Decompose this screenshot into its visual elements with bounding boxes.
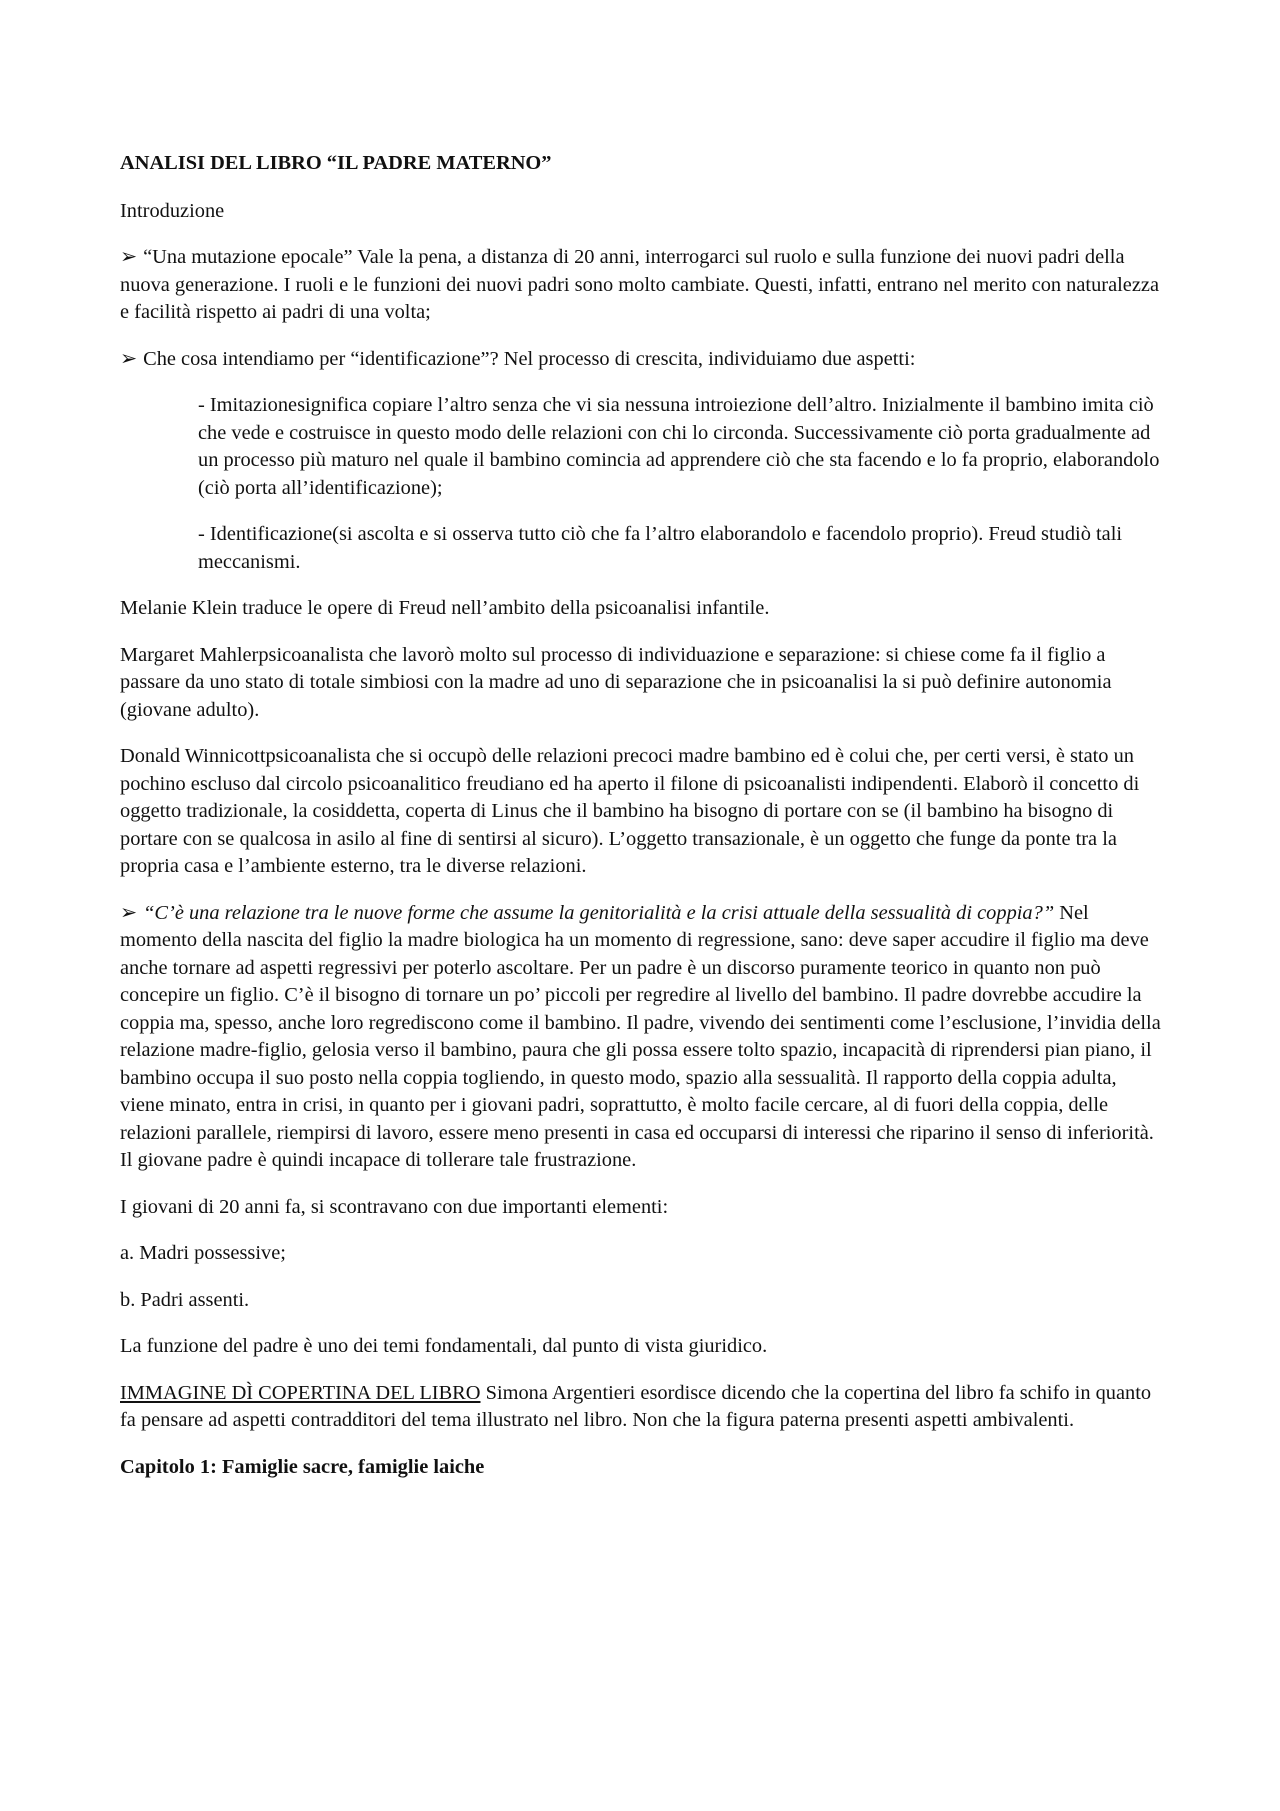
paragraph-relazione — [120, 900, 1165, 1175]
indented-identificazione: - Identificazione(si ascolta e si osserva tutto ciò che fa l’altro elaborandolo e facendolo proprio). Freud studiò tali meccanismi. — [198, 523, 1123, 573]
paragraph-mahler: Margaret Mahlerpsicoanalista che lavorò molto sul processo di individuazione e separazione: si chiese come fa il figlio a passare da uno stato di totale simbiosi con la madre ad uno di separazione che in psicoanalisi la si può definire autonomia (giovane adulto). — [120, 643, 1112, 721]
arrow-bullet-icon: ➢ — [120, 347, 138, 370]
paragraph-giovani: I giovani di 20 anni fa, si scontravano con due importanti elementi: — [120, 1195, 669, 1218]
list-item-b: b. Padri assenti. — [120, 1288, 250, 1311]
paragraph-copertina — [120, 1380, 1165, 1435]
chapter-1-heading: Capitolo 1: Famiglie sacre, famiglie laiche — [120, 1455, 485, 1478]
paragraph-relazione-text: Nel momento della nascita del figlio la madre biologica ha un momento di regressione, sano: deve saper accudire il figlio ma deve anche tornare ad aspetti regressivi per poterlo ascoltare. Per un padre è un discorso puramente teorico in quanto non può concepire un figlio. C’è il bisogno di tornare un po’ piccoli per regredire al livello del bambino. Il padre dovrebbe accudire la coppia ma, spesso, anche loro regrediscono come il bambino. Il padre, vivendo dei sentimenti come l’esclusione, l’invidia della relazione madre-figlio, gelosia verso il bambino, paura che gli possa essere tolto spazio, incapacità di riprendersi pian piano, il bambino occupa il suo posto nella coppia togliendo, in questo modo, spazio alla sessualità. Il rapporto della coppia adulta, viene minato, entra in crisi, in quanto per i giovani padri, soprattutto, è molto facile cercare, al di fuori della coppia, delle relazioni parallele, riempirsi di lavoro, essere meno presenti in casa ed occuparsi di interessi che riparino il senso di inferiorità. Il giovane padre è quindi incapace di tollerare tale frustrazione. — [120, 901, 1161, 1171]
question-italic: “C’è una relazione tra le nuove forme che assume la genitorialità e la crisi attuale della sessualità di coppia?” — [143, 901, 1055, 924]
list-item-a: a. Madri possessive; — [120, 1242, 286, 1264]
paragraph-identificazione-text: Che cosa intendiamo per “identificazione”? Nel processo di crescita, individuiamo due aspetti: — [143, 347, 916, 370]
paragraph-mutazione-text: “Una mutazione epocale” Vale la pena, a distanza di 20 anni, interrogarci sul ruolo e sulla funzione dei nuovi padri della nuova generazione. I ruoli e le funzioni dei nuovi padri sono molto cambiate. Questi, infatti, entrano nel merito con naturalezza e facilità rispetto ai padri di una volta; — [120, 246, 1159, 323]
paragraph-identificazione — [120, 346, 1165, 374]
paragraph-klein: Melanie Klein traduce le opere di Freud nell’ambito della psicoanalisi infantile. — [120, 597, 770, 619]
indented-imitazione: - Imitazionesignifica copiare l’altro senza che vi sia nessuna introiezione dell’altro. Inizialmente il bambino imita ciò che vede e costruisce in questo modo delle relazioni con chi lo circonda. Successivamente ciò porta gradualmente ad un processo più maturo nel quale il bambino comincia ad apprendere ciò che sta facendo e lo fa proprio, elaborandolo (ciò porta all’identificazione); — [198, 394, 1160, 499]
arrow-bullet-icon: ➢ — [120, 246, 138, 268]
cover-text: Simona Argentieri esordisce dicendo che la copertina del libro fa schifo in quanto fa pensare ad aspetti contradditori del tema illustrato nel libro. Non che la figura paterna presenti aspetti ambivalenti. — [120, 1381, 1152, 1431]
document-title: ANALISI DEL LIBRO “IL PADRE MATERNO” — [120, 152, 552, 174]
document-page — [120, 150, 1165, 1500]
intro-heading: Introduzione — [120, 199, 225, 222]
cover-heading: IMMAGINE DÌ COPERTINA DEL LIBRO — [120, 1381, 481, 1404]
paragraph-winnicott: Donald Winnicottpsicoanalista che si occupò delle relazioni precoci madre bambino ed è colui che, per certi versi, è stato un pochino escluso dal circolo psicoanalitico freudiano ed ha aperto il filone di psicoanalisti indipendenti. Elaborò il concetto di oggetto tradizionale, la cosiddetta, coperta di Linus che il bambino ha bisogno di portare con se (il bambino ha bisogno di portare con se qualcosa in asilo al fine di sentirsi al sicuro). L’oggetto transazionale, è un oggetto che funge da ponte tra la propria casa e l’ambiente esterno, tra le diverse relazioni. — [120, 745, 1140, 877]
paragraph-mutazione — [120, 244, 1165, 327]
paragraph-funzione: La funzione del padre è uno dei temi fondamentali, dal punto di vista giuridico. — [120, 1335, 768, 1357]
arrow-bullet-icon: ➢ — [120, 901, 138, 924]
